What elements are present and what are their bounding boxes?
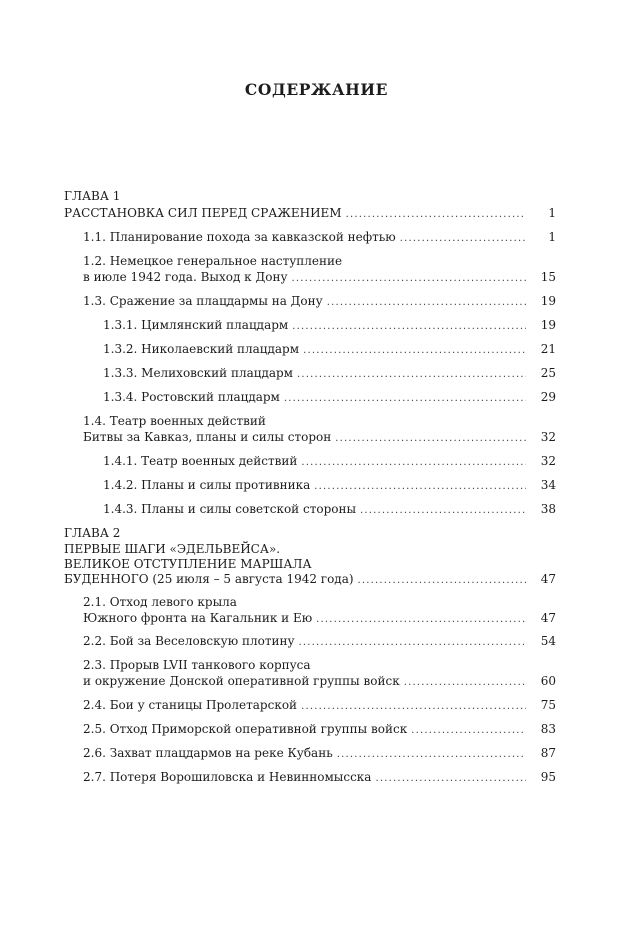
toc-entry-page: 54 — [540, 634, 556, 648]
toc-entry-page: 87 — [540, 746, 556, 760]
toc-entry-1-3-3[interactable] — [103, 365, 556, 382]
toc-entry-title: 1.3. Сражение за плацдармы на Дону — [83, 294, 323, 308]
toc-entry-1-4-line1: 1.4. Театр военных действий — [83, 414, 266, 428]
toc-entry-page: 60 — [540, 674, 556, 688]
toc-entry-title: 1.3.1. Цимлянский плацдарм — [103, 318, 289, 332]
dot-leader — [360, 502, 526, 519]
toc-entry-title: 1.1. Планирование похода за кавказской нефтью — [83, 230, 396, 244]
toc-entry-2-6[interactable] — [83, 745, 556, 762]
dot-leader — [404, 674, 526, 691]
toc-entry-title: 1.4.3. Планы и силы советской стороны — [103, 502, 357, 516]
toc-entry-1-4-3[interactable] — [103, 501, 556, 518]
dot-leader — [346, 206, 526, 223]
toc-entry-2-3-line1: 2.3. Прорыв LVII танкового корпуса — [83, 658, 311, 672]
toc-entry-title: 1.3.3. Мелиховский плацдарм — [103, 366, 294, 380]
dot-leader — [400, 230, 526, 247]
chapter-1-label: ГЛАВА 1 — [64, 189, 121, 203]
toc-entry-page: 47 — [540, 611, 556, 625]
toc-entry-title: 2.4. Бои у станицы Пролетарской — [83, 698, 298, 712]
page-title: СОДЕРЖАНИЕ — [244, 80, 389, 99]
toc-entry-2-3[interactable] — [83, 673, 556, 690]
toc-entry-2-1[interactable] — [83, 610, 556, 627]
toc-entry-title: Битвы за Кавказ, планы и силы сторон — [83, 430, 332, 444]
toc-entry-page: 19 — [540, 294, 556, 308]
toc-entry-title: и окружение Донской оперативной группы войск — [83, 674, 400, 688]
toc-entry-page: 83 — [540, 722, 556, 736]
toc-entry-1-4[interactable] — [83, 429, 556, 446]
dot-leader — [292, 270, 526, 287]
toc-entry-page: 29 — [540, 390, 556, 404]
dot-leader — [299, 634, 526, 651]
dot-leader — [284, 390, 526, 407]
toc-entry-page: 21 — [540, 342, 556, 356]
toc-entry-chapter-2[interactable] — [64, 571, 556, 588]
toc-entry-title: РАССТАНОВКА СИЛ ПЕРЕД СРАЖЕНИЕМ — [64, 206, 342, 220]
toc-entry-2-5[interactable] — [83, 721, 556, 738]
toc-entry-title: 1.4.1. Театр военных действий — [103, 454, 298, 468]
toc-entry-1-3-1[interactable] — [103, 317, 556, 334]
toc-entry-page: 34 — [540, 478, 556, 492]
toc-entry-title: 2.5. Отход Приморской оперативной группы войск — [83, 722, 408, 736]
dot-leader — [303, 342, 526, 359]
toc-entry-title: в июле 1942 года. Выход к Дону — [83, 270, 288, 284]
toc-entry-title: БУДЕННОГО (25 июля – 5 августа 1942 года) — [64, 572, 354, 586]
dot-leader — [297, 366, 526, 383]
toc-entry-page: 19 — [540, 318, 556, 332]
toc-entry-chapter-1[interactable] — [64, 205, 556, 222]
toc-entry-title: Южного фронта на Кагальник и Ею — [83, 611, 313, 625]
toc-entry-page: 75 — [540, 698, 556, 712]
toc-entry-1-2[interactable] — [83, 269, 556, 286]
dot-leader — [358, 572, 526, 589]
toc-entry-page: 47 — [540, 572, 556, 586]
dot-leader — [314, 478, 526, 495]
dot-leader — [301, 698, 526, 715]
toc-entry-1-4-1[interactable] — [103, 453, 556, 470]
toc-entry-2-1-line1: 2.1. Отход левого крыла — [83, 595, 237, 609]
dot-leader — [411, 722, 526, 739]
toc-entry-page: 95 — [540, 770, 556, 784]
toc-entry-title: 1.4.2. Планы и силы противника — [103, 478, 311, 492]
toc-entry-2-4[interactable] — [83, 697, 556, 714]
dot-leader — [316, 611, 526, 628]
chapter-2-label: ГЛАВА 2 — [64, 526, 121, 540]
toc-entry-1-4-2[interactable] — [103, 477, 556, 494]
toc-entry-page: 1 — [548, 230, 556, 244]
toc-entry-page: 38 — [540, 502, 556, 516]
toc-entry-title: 2.2. Бой за Веселовскую плотину — [83, 634, 295, 648]
dot-leader — [375, 770, 526, 787]
toc-entry-title: 1.3.2. Николаевский плацдарм — [103, 342, 300, 356]
toc-entry-1-2-line1: 1.2. Немецкое генеральное наступление — [83, 254, 343, 268]
toc-entry-1-3[interactable] — [83, 293, 556, 310]
toc-entry-page: 15 — [540, 270, 556, 284]
dot-leader — [337, 746, 526, 763]
toc-entry-1-3-2[interactable] — [103, 341, 556, 358]
toc-entry-page: 32 — [540, 454, 556, 468]
toc-entry-page: 1 — [548, 206, 556, 220]
dot-leader — [335, 430, 526, 447]
toc-entry-page: 32 — [540, 430, 556, 444]
toc-entry-page: 25 — [540, 366, 556, 380]
toc-entry-2-2[interactable] — [83, 633, 556, 650]
dot-leader — [292, 318, 526, 335]
toc-entry-2-7[interactable] — [83, 769, 556, 786]
toc-entry-1-3-4[interactable] — [103, 389, 556, 406]
toc-entry-title: 2.7. Потеря Ворошиловска и Невинномысска — [83, 770, 372, 784]
dot-leader — [327, 294, 526, 311]
chapter-2-title-line2: ВЕЛИКОЕ ОТСТУПЛЕНИЕ МАРШАЛА — [64, 557, 312, 571]
chapter-2-title-line1: ПЕРВЫЕ ШАГИ «ЭДЕЛЬВЕЙСА». — [64, 542, 281, 556]
toc-entry-title: 2.6. Захват плацдармов на реке Кубань — [83, 746, 333, 760]
toc-entry-1-1[interactable] — [83, 229, 556, 246]
toc-entry-title: 1.3.4. Ростовский плацдарм — [103, 390, 280, 404]
dot-leader — [301, 454, 526, 471]
